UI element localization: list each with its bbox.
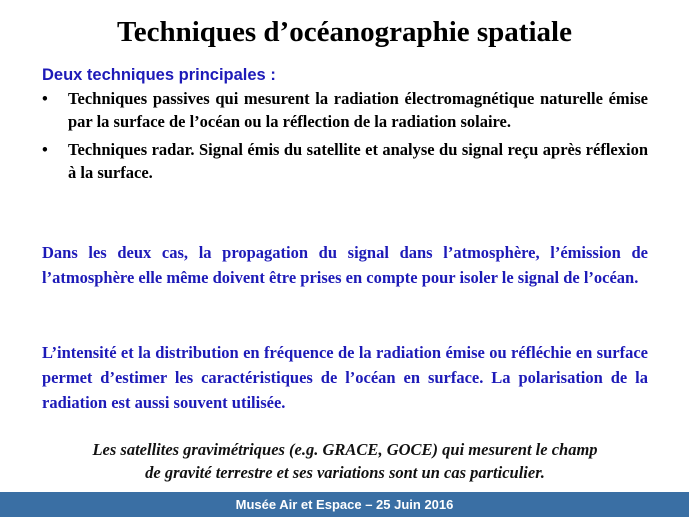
bullet-list bbox=[42, 87, 648, 184]
paragraph-propagation: Dans les deux cas, la propagation du signal dans l’atmosphère, l’émission de l’atmosphère elle même doivent être prises en compte pour isoler le signal de l’océan. bbox=[42, 243, 648, 287]
bullet-item-radar bbox=[42, 138, 648, 184]
footer-text: Musée Air et Espace – 25 Juin 2016 bbox=[235, 497, 454, 512]
main-content bbox=[42, 64, 648, 189]
paragraph-intensity: L’intensité et la distribution en fréquence de la radiation émise ou réfléchie en surface permet d’estimer les caractéristiques de l’océan en surface. La polarisation de la radiation est aussi souvent utilisée. bbox=[42, 343, 648, 412]
bullet-text: Techniques passives qui mesurent la radiation électromagnétique naturelle émise par la surface de l’océan ou la réflection de la radiation solaire. bbox=[68, 89, 648, 131]
footer-bar bbox=[0, 492, 689, 517]
bullet-icon: • bbox=[42, 89, 48, 108]
note-line-1: Les satellites gravimétriques (e.g. GRACE, GOCE) qui mesurent le champ bbox=[92, 440, 598, 459]
section-heading: Deux techniques principales : bbox=[42, 66, 276, 84]
gravimetry-note bbox=[30, 438, 660, 484]
bullet-icon: • bbox=[42, 140, 48, 159]
bullet-text: Techniques radar. Signal émis du satellite et analyse du signal reçu après réflexion à la surface. bbox=[68, 140, 648, 182]
slide-title: Techniques d’océanographie spatiale bbox=[117, 16, 572, 48]
note-line-2: de gravité terrestre et ses variations sont un cas particulier. bbox=[145, 463, 545, 482]
bullet-item-passive bbox=[42, 87, 648, 133]
